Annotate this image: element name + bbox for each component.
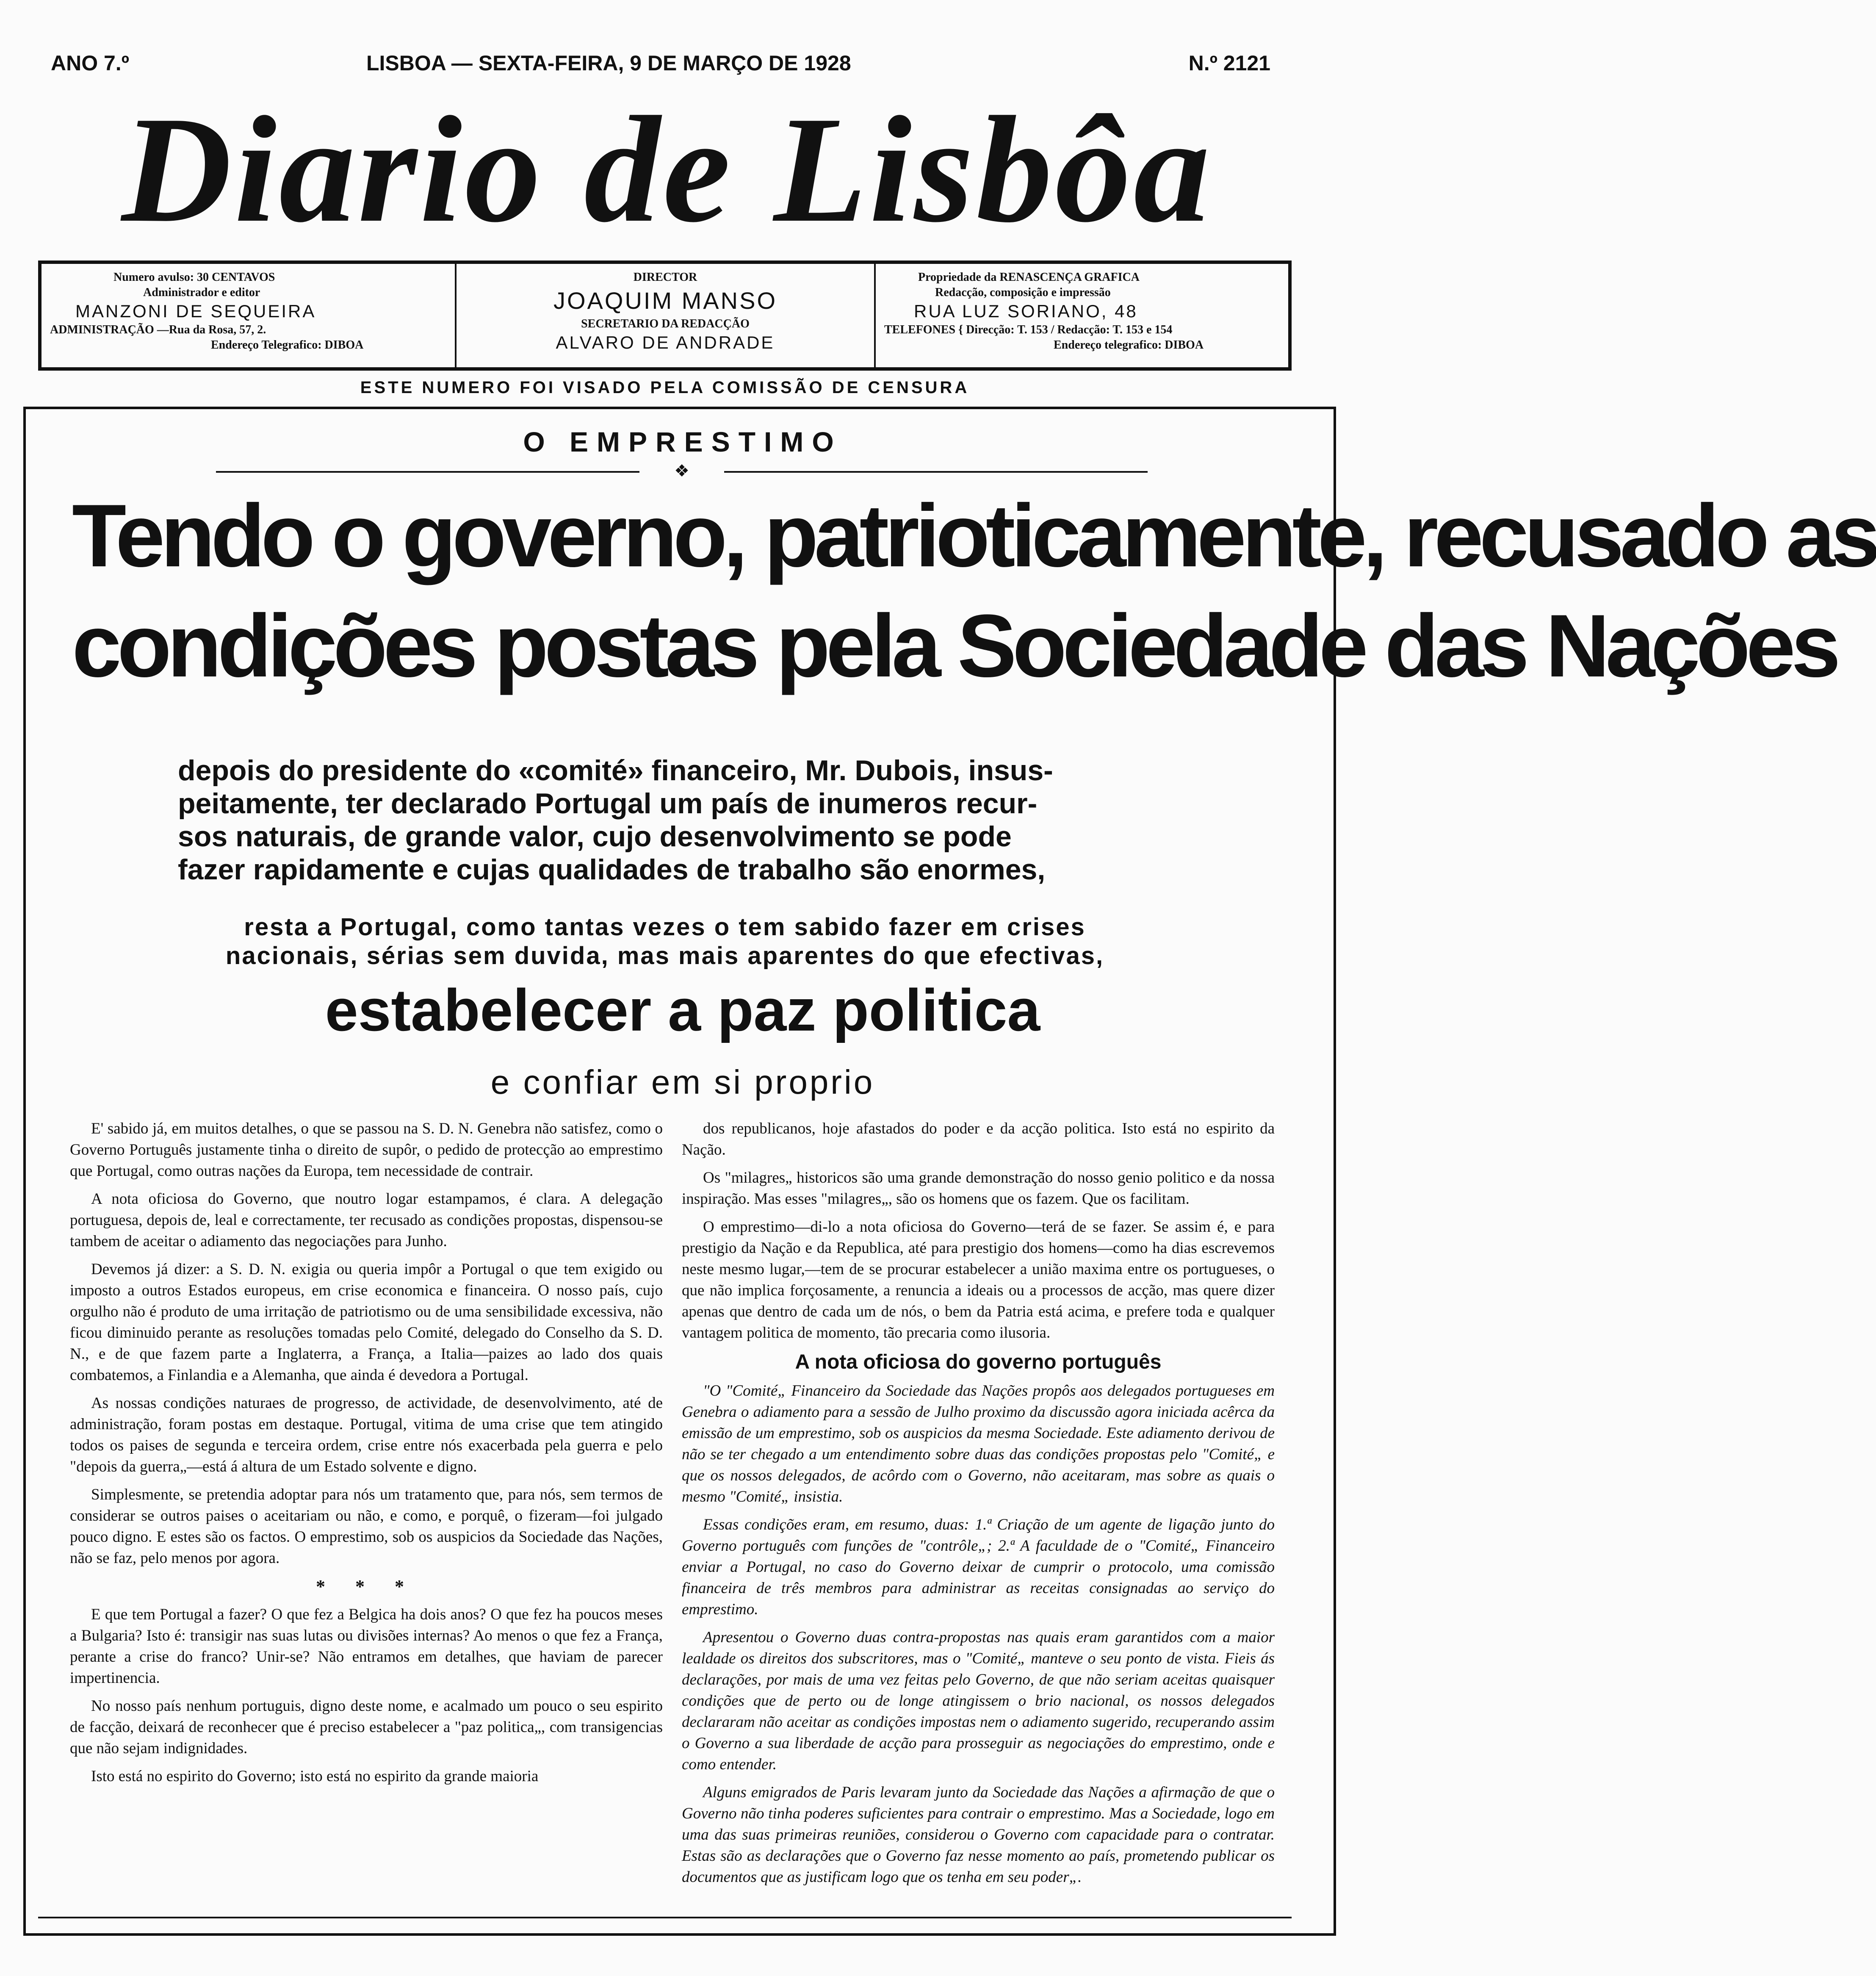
paragraph: As nossas condições naturaes de progresso, de actividade, de desenvolvimento, até de administração, foram postas em destaque. Portugal, vitima de uma crise que tem atingido todos os paises de segunda e terceira ordem, crise entre nós exacerbada pela guerra e pelo "depois da guerra„—está á altura de um Estado solvente e digno.: [70, 1394, 663, 1475]
secretary-name: ALVARO DE ANDRADE: [556, 333, 775, 352]
deck-1-line: sos naturais, de grande valor, cujo desenvolvimento se pode: [178, 820, 1012, 853]
official-note: [682, 1380, 1275, 1888]
deck-1-line: fazer rapidamente e cujas qualidades de trabalho são enormes,: [178, 854, 1046, 886]
secretary-label: SECRETARIO DA REDACÇÃO: [581, 317, 750, 330]
phones-line: TELEFONES { Direcção: T. 153 / Redacção: T. 153 e 154: [884, 323, 1173, 336]
masthead-title: Diario de Lisbôa: [122, 85, 1212, 254]
dateline: LISBOA — SEXTA-FEIRA, 9 DE MARÇO DE 1928: [366, 51, 851, 75]
paragraph: E que tem Portugal a fazer? O que fez a Belgica ha dois anos? O que fez ha poucos meses a Bulgaria? Isto é: transigir nas suas lutas ou divisões internas? Ao menos o que fez a França, perante a crise do franco? Unir-se? Não entramos em detalhes, que haviam de parecer impertinencia.: [70, 1606, 663, 1687]
address-right: RUA LUZ SORIANO, 48: [914, 301, 1138, 321]
deck-1-line: depois do presidente do «comité» financeiro, Mr. Dubois, insus-: [178, 754, 1053, 787]
deck-2: [55, 913, 1275, 970]
paragraph: O emprestimo—di-lo a nota oficiosa do Governo—terá de se fazer. Se assim é, e para prestigio da Nação e da Republica, até para prestigio dos homens—como ha dias escrevemos neste mesmo lugar,—tem de se procurar estabelecer a união maxima entre os portugueses, o que não implica forçosamente, a renuncia a ideais ou a processos de acção, mas quere dizer apenas que dentro de cada um de nós, o bem da Patria está acima, e prefere toda e qualquer vantagem politica de momento, tão precaria como ilusoria.: [682, 1218, 1275, 1341]
admin-address: ADMINISTRAÇÃO —Rua da Rosa, 57, 2.: [50, 323, 266, 336]
paragraph: dos republicanos, hoje afastados do poder e da acção politica. Isto está no espirito da Nação.: [682, 1120, 1275, 1158]
info-left: [42, 264, 457, 367]
section-break: * * *: [316, 1576, 417, 1597]
paragraph: Os "milagres„ historicos são uma grande demonstração do nosso genio politico e da nossa inspiração. Mas esses "milagres„, são os homens que os fazem. Que os facilitam.: [682, 1169, 1275, 1208]
composition-line: Redacção, composição e impressão: [935, 286, 1111, 299]
paragraph: E' sabido já, em muitos detalhes, o que se passou na S. D. N. Genebra não satisfez, como o Governo Português justamente tinha o direito de supôr, o pedido de protecção ao emprestimo que Portugal, como outras nações da Europa, tem necessidade de contrair.: [70, 1120, 663, 1180]
dateline-bar: [51, 51, 1270, 80]
year-number: ANO 7.º: [51, 51, 129, 75]
paragraph: Essas condições eram, em resumo, duas: 1.ª Criação de um agente de ligação junto do Governo português com funções de "contrôle„; 2.ª A faculdade de o "Comité„ Financeiro enviar a Portugal, no caso do Governo deixar de cumprir o protocolo, uma comissão financeira de três membros para administrar as receitas consignadas ao serviço do emprestimo.: [682, 1516, 1275, 1618]
masthead-info-box: [38, 261, 1292, 371]
bottom-rule: [38, 1917, 1292, 1918]
paragraph: No nosso país nenhum portuguis, digno deste nome, e acalmado um pouco o seu espirito de facção, deixará de reconhecer que é preciso estabelecer a "paz politica„, com transigencias que não sejam indignidades.: [70, 1697, 663, 1757]
deck-2-line: resta a Portugal, como tantas vezes o tem sabido fazer em crises: [244, 913, 1086, 941]
column-left: [70, 1118, 663, 1898]
paragraph: A nota oficiosa do Governo, que noutro logar estampamos, é clara. A delegação portuguesa, depois de, leal e correctamente, ter recusado as condições propostas, dispensou-se tambem de aceitar o adiamento das negociações para Junho.: [70, 1190, 663, 1250]
telegraph-right: Endereço telegrafico: DIBOA: [1054, 338, 1204, 352]
rule-right: [724, 471, 1148, 473]
issue-number: N.º 2121: [1188, 51, 1270, 75]
price-line: Numero avulso: 30 CENTAVOS: [113, 271, 275, 284]
admin-label: Administrador e editor: [143, 286, 260, 299]
ornament-icon: ❖: [674, 461, 689, 480]
deck-1-line: peitamente, ter declarado Portugal um país de inumeros recur-: [178, 787, 1038, 820]
info-center: [457, 264, 876, 367]
deck-2-line: nacionais, sérias sem duvida, mas mais aparentes do que efectivas,: [225, 942, 1104, 970]
info-right: [876, 264, 1288, 367]
column-right: [682, 1118, 1275, 1898]
article-kicker: O EMPRESTIMO: [523, 426, 842, 457]
deck-3: estabelecer a paz politica: [325, 977, 1040, 1043]
paragraph: Alguns emigrados de Paris levaram junto da Sociedade das Nações a afirmação de que o Governo não tinha poderes suficientes para contrair o emprestimo. Mas a Sociedade, logo em uma das suas primeiras reuniões, considerou o Governo com capacidade para o contratar. Estas são as declarações que o Governo faz nesse momento ao país, prometendo publicar os documentos que as justificam logo que os tenha em seu poder„.: [682, 1784, 1275, 1886]
director-label: DIRECTOR: [633, 271, 697, 284]
telegraph-left: Endereço Telegrafico: DIBOA: [211, 338, 364, 352]
headline-line-2: condições postas pela Sociedade das Nações: [72, 596, 1837, 696]
director-name: JOAQUIM MANSO: [553, 287, 778, 314]
owner-line: Propriedade da RENASCENÇA GRAFICA: [918, 271, 1140, 284]
paragraph: "O "Comité„ Financeiro da Sociedade das Nações propôs aos delegados portugueses em Genebra o adiamento para a sessão de Julho proximo da discussão agora iniciada acêrca da emissão de um emprestimo, sob os auspicios da mesma Sociedade. Este adiamento derivou de não se ter chegado a um entendimento sobre duas das condições propostas pelo "Comité„ e que os nossos delegados, de acôrdo com o Governo, não aceitaram, mas sobre as quais o mesmo "Comité„ insistia.: [682, 1382, 1275, 1505]
paragraph: Isto está no espirito do Governo; isto está no espirito da grande maioria: [91, 1768, 539, 1785]
headline-line-1: Tendo o governo, patrioticamente, recusado as: [72, 486, 1876, 585]
deck-1: [178, 754, 1186, 886]
paragraph: Apresentou o Governo duas contra-propostas nas quais eram garantidos com a maior lealdade os direitos dos subscritores, mas o "Comité„ manteve o seu ponto de vista. Fieis ás declarações, por mais de uma vez feitas pelo Governo, de que não seriam aceitas quaisquer condições que de perto ou de longe atingissem o brio nacional, os nossos delegados declararam não aceitar as condições impostas nem o adiamento sugerido, recuperando assim o Governo a sua liberdade de acção para prosseguir as negociações do emprestimo, onde e como entender.: [682, 1629, 1275, 1773]
subhead: A nota oficiosa do governo português: [795, 1351, 1162, 1373]
rule-left: [216, 471, 639, 473]
deck-4: e confiar em si proprio: [490, 1063, 875, 1101]
censorship-notice: ESTE NUMERO FOI VISADO PELA COMISSÃO DE CENSURA: [360, 378, 970, 397]
paragraph: Devemos já dizer: a S. D. N. exigia ou queria impôr a Portugal o que tem exigido ou imposto a outros Estados europeus, em crise economica e financeira. O nosso país, cujo orgulho não é produto de uma irritação de patriotismo ou de uma sensibilidade excessiva, não ficou diminuido perante as resoluções tomadas pelo Comité, delegado do Conselho da S. D. N., e de que fazem parte a Inglaterra, a França, a Italia—paizes ao lado dos quais combatemos, a Finlandia e a Alemanha, que ainda é devedora a Portugal.: [70, 1261, 663, 1384]
paragraph: Simplesmente, se pretendia adoptar para nós um tratamento que, para nós, sem termos de considerar se outros paises o aceitariam ou não, e como, e porquê, o fizeram—foi julgado pouco digno. E estes são os factos. O emprestimo, sob os auspicios da Sociedade das Nações, não se faz, pelo menos por agora.: [70, 1486, 663, 1567]
admin-name: MANZONI DE SEQUEIRA: [75, 301, 316, 321]
